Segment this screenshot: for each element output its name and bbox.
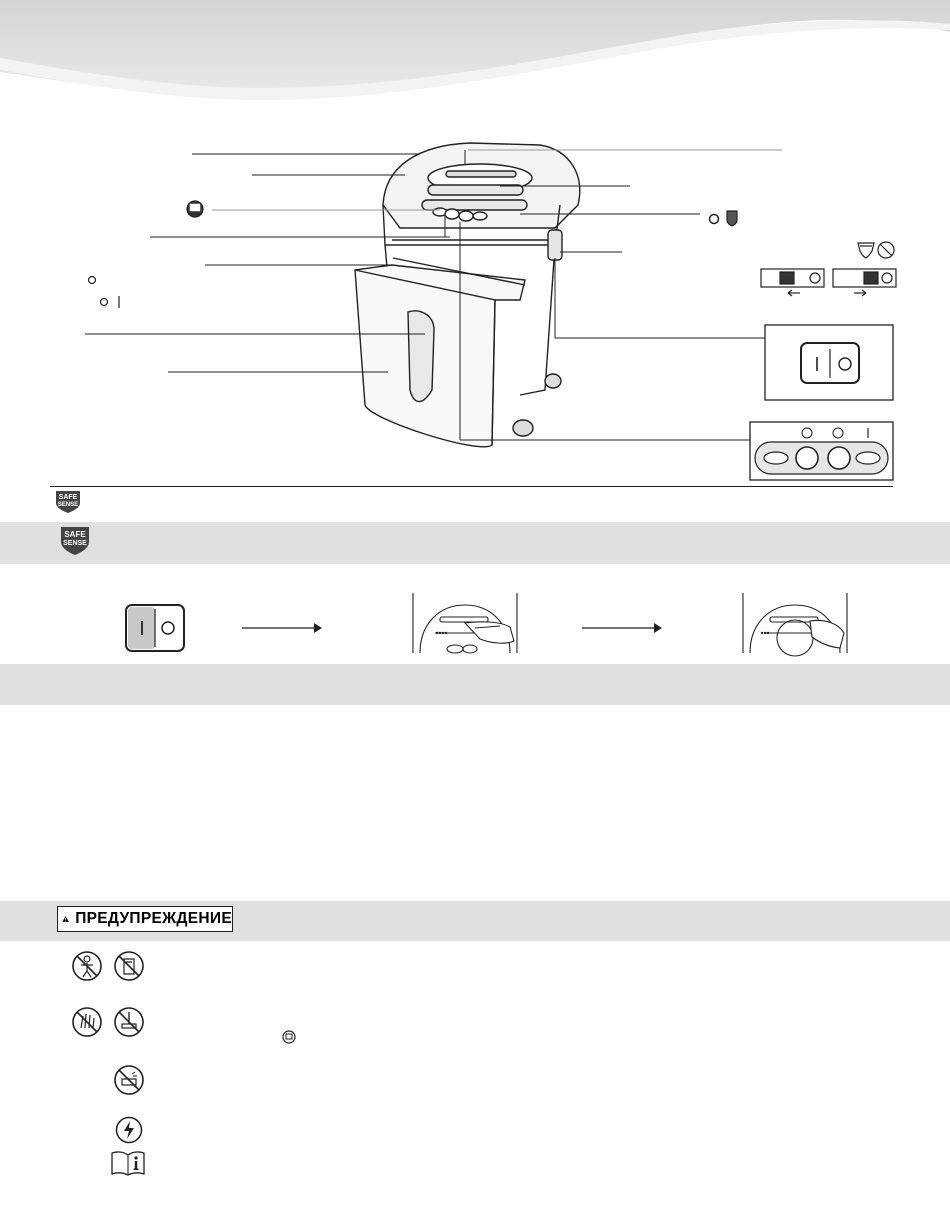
read-manual-icon xyxy=(110,1150,146,1176)
step-arrow xyxy=(242,622,322,634)
lid-hand-illustration-1 xyxy=(410,593,520,661)
lid-hand-illustration-2 xyxy=(740,593,850,661)
no-hands-icon xyxy=(71,1006,103,1038)
badge-text-line2: SENSE xyxy=(63,540,87,547)
badge-text-line1: SAFE xyxy=(58,494,78,501)
no-loose-clothing-icon xyxy=(113,1006,145,1038)
section-divider xyxy=(50,486,893,487)
no-pets-icon xyxy=(113,950,145,982)
safe-sense-shield-icon xyxy=(55,490,81,514)
no-aerosol-icon xyxy=(113,1064,145,1096)
safe-sense-shield-icon xyxy=(60,526,90,556)
electric-shock-icon xyxy=(115,1116,143,1144)
paper-jam-icon xyxy=(282,1030,296,1044)
on-off-switch-icon xyxy=(125,604,185,652)
badge-text-line2: SENSE xyxy=(57,502,79,508)
badge-text-line1: SAFE xyxy=(64,530,86,539)
header-wave xyxy=(0,0,950,130)
warning-triangle-icon xyxy=(62,910,69,928)
no-children-icon xyxy=(71,950,103,982)
section-band-safesense xyxy=(0,522,950,564)
section-band-2 xyxy=(0,664,950,705)
warning-label: ПРЕДУПРЕЖДЕНИЕ xyxy=(75,910,232,927)
shredder-diagram xyxy=(0,135,950,485)
step-arrow xyxy=(582,622,662,634)
warning-badge xyxy=(57,906,233,932)
